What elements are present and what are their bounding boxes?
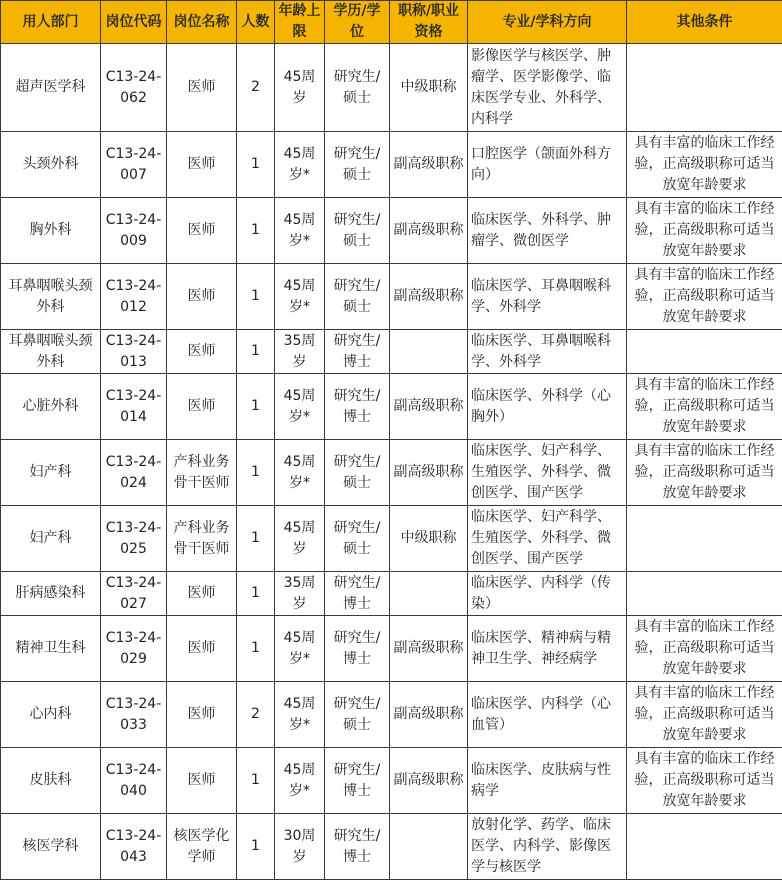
cell-post: 医师 (167, 748, 237, 814)
cell-count: 1 (237, 748, 275, 814)
cell-age: 30周岁 (275, 814, 325, 880)
cell-age: 45周岁* (275, 132, 325, 198)
table-row (1, 330, 782, 374)
cell-dept: 胸外科 (1, 198, 101, 264)
table-row (1, 572, 782, 616)
table-header (1, 1, 782, 44)
cell-code: C13-24-033 (101, 682, 167, 748)
cell-other: 具有丰富的临床工作经验，正高级职称可适当放宽年龄要求 (627, 374, 782, 440)
cell-count: 1 (237, 198, 275, 264)
cell-dept: 核医学科 (1, 814, 101, 880)
cell-title (390, 330, 468, 374)
header-other: 其他条件 (627, 1, 782, 44)
cell-code: C13-24-025 (101, 506, 167, 572)
cell-dept: 妇产科 (1, 440, 101, 506)
cell-post: 医师 (167, 198, 237, 264)
cell-post: 医师 (167, 330, 237, 374)
cell-dept: 超声医学科 (1, 44, 101, 132)
cell-title: 副高级职称 (390, 440, 468, 506)
cell-count: 1 (237, 330, 275, 374)
table-row (1, 616, 782, 682)
cell-age: 45周岁* (275, 748, 325, 814)
cell-code: C13-24-040 (101, 748, 167, 814)
cell-title (390, 572, 468, 616)
cell-count: 1 (237, 132, 275, 198)
cell-major: 临床医学、内科学（传染） (468, 572, 627, 616)
cell-edu: 研究生/硕士 (325, 198, 390, 264)
table-row (1, 814, 782, 880)
cell-age: 45周岁 (275, 44, 325, 132)
cell-title (390, 814, 468, 880)
cell-post: 医师 (167, 374, 237, 440)
cell-edu: 研究生/硕士 (325, 44, 390, 132)
cell-post: 医师 (167, 572, 237, 616)
cell-code: C13-24-062 (101, 44, 167, 132)
cell-edu: 研究生/博士 (325, 330, 390, 374)
cell-title: 副高级职称 (390, 682, 468, 748)
cell-title: 副高级职称 (390, 264, 468, 330)
cell-edu: 研究生/硕士 (325, 506, 390, 572)
cell-edu: 研究生/博士 (325, 572, 390, 616)
cell-other (627, 44, 782, 132)
cell-code: C13-24-029 (101, 616, 167, 682)
cell-count: 1 (237, 572, 275, 616)
cell-dept: 精神卫生科 (1, 616, 101, 682)
cell-major: 口腔医学（颌面外科方向） (468, 132, 627, 198)
cell-major: 临床医学、内科学（心血管） (468, 682, 627, 748)
cell-code: C13-24-043 (101, 814, 167, 880)
header-title: 职称/职业资格 (390, 1, 468, 44)
cell-dept: 心内科 (1, 682, 101, 748)
cell-title: 副高级职称 (390, 132, 468, 198)
cell-code: C13-24-014 (101, 374, 167, 440)
cell-code: C13-24-027 (101, 572, 167, 616)
cell-age: 35周岁 (275, 572, 325, 616)
header-dept: 用人部门 (1, 1, 101, 44)
cell-other: 具有丰富的临床工作经验，正高级职称可适当放宽年龄要求 (627, 616, 782, 682)
cell-post: 医师 (167, 682, 237, 748)
cell-edu: 研究生/博士 (325, 374, 390, 440)
table-row (1, 748, 782, 814)
cell-other: 具有丰富的临床工作经验，正高级职称可适当放宽年龄要求 (627, 198, 782, 264)
cell-post: 产科业务骨干医师 (167, 440, 237, 506)
cell-major: 临床医学、耳鼻咽喉科学、外科学 (468, 264, 627, 330)
cell-age: 45周岁 (275, 506, 325, 572)
cell-post: 医师 (167, 264, 237, 330)
cell-other (627, 814, 782, 880)
cell-major: 影像医学与核医学、肿瘤学、医学影像学、临床医学专业、外科学、内科学 (468, 44, 627, 132)
cell-dept: 妇产科 (1, 506, 101, 572)
cell-edu: 研究生/博士 (325, 748, 390, 814)
cell-count: 1 (237, 616, 275, 682)
cell-code: C13-24-007 (101, 132, 167, 198)
cell-post: 核医学化学师 (167, 814, 237, 880)
cell-major: 临床医学、精神病与精神卫生学、神经病学 (468, 616, 627, 682)
table-body (1, 44, 782, 880)
cell-edu: 研究生/博士 (325, 616, 390, 682)
table-row (1, 374, 782, 440)
cell-code: C13-24-012 (101, 264, 167, 330)
cell-count: 2 (237, 682, 275, 748)
header-row (1, 1, 782, 44)
header-major: 专业/学科方向 (468, 1, 627, 44)
cell-edu: 研究生/硕士 (325, 264, 390, 330)
cell-code: C13-24-024 (101, 440, 167, 506)
cell-dept: 心脏外科 (1, 374, 101, 440)
cell-major: 临床医学、外科学（心胸外） (468, 374, 627, 440)
cell-dept: 头颈外科 (1, 132, 101, 198)
table-row (1, 506, 782, 572)
cell-title: 中级职称 (390, 44, 468, 132)
cell-code: C13-24-013 (101, 330, 167, 374)
cell-major: 放射化学、药学、临床医学、内科学、影像医学与核医学 (468, 814, 627, 880)
cell-count: 1 (237, 440, 275, 506)
cell-title: 副高级职称 (390, 616, 468, 682)
cell-edu: 研究生/硕士 (325, 682, 390, 748)
cell-edu: 研究生/博士 (325, 814, 390, 880)
cell-age: 45周岁* (275, 198, 325, 264)
cell-title: 副高级职称 (390, 198, 468, 264)
table-row (1, 44, 782, 132)
cell-title: 中级职称 (390, 506, 468, 572)
table-row (1, 264, 782, 330)
cell-count: 1 (237, 506, 275, 572)
cell-other: 具有丰富的临床工作经验，正高级职称可适当放宽年龄要求 (627, 748, 782, 814)
cell-count: 1 (237, 814, 275, 880)
cell-dept: 肝病感染科 (1, 572, 101, 616)
cell-post: 医师 (167, 616, 237, 682)
table-row (1, 132, 782, 198)
header-count: 人数 (237, 1, 275, 44)
cell-major: 临床医学、妇产科学、生殖医学、外科学、微创医学、围产医学 (468, 440, 627, 506)
table-row (1, 198, 782, 264)
header-post: 岗位名称 (167, 1, 237, 44)
cell-major: 临床医学、外科学、肿瘤学、微创医学 (468, 198, 627, 264)
cell-major: 临床医学、皮肤病与性病学 (468, 748, 627, 814)
header-edu: 学历/学位 (325, 1, 390, 44)
cell-count: 1 (237, 374, 275, 440)
cell-title: 副高级职称 (390, 748, 468, 814)
cell-age: 35周岁 (275, 330, 325, 374)
cell-dept: 耳鼻咽喉头颈外科 (1, 330, 101, 374)
cell-major: 临床医学、妇产科学、生殖医学、外科学、微创医学、围产医学 (468, 506, 627, 572)
cell-other (627, 506, 782, 572)
cell-title: 副高级职称 (390, 374, 468, 440)
cell-age: 45周岁* (275, 616, 325, 682)
cell-count: 2 (237, 44, 275, 132)
cell-age: 45周岁* (275, 682, 325, 748)
cell-post: 医师 (167, 132, 237, 198)
cell-count: 1 (237, 264, 275, 330)
header-code: 岗位代码 (101, 1, 167, 44)
cell-post: 产科业务骨干医师 (167, 506, 237, 572)
cell-age: 45周岁* (275, 264, 325, 330)
cell-dept: 耳鼻咽喉头颈外科 (1, 264, 101, 330)
cell-edu: 研究生/硕士 (325, 132, 390, 198)
cell-other: 具有丰富的临床工作经验，正高级职称可适当放宽年龄要求 (627, 264, 782, 330)
table-row (1, 440, 782, 506)
header-age: 年龄上限 (275, 1, 325, 44)
cell-other (627, 572, 782, 616)
cell-code: C13-24-009 (101, 198, 167, 264)
cell-age: 45周岁* (275, 374, 325, 440)
cell-age: 45周岁* (275, 440, 325, 506)
cell-other: 具有丰富的临床工作经验，正高级职称可适当放宽年龄要求 (627, 440, 782, 506)
cell-other: 具有丰富的临床工作经验，正高级职称可适当放宽年龄要求 (627, 132, 782, 198)
cell-edu: 研究生/硕士 (325, 440, 390, 506)
cell-post: 医师 (167, 44, 237, 132)
cell-other (627, 330, 782, 374)
table-row (1, 682, 782, 748)
cell-other: 具有丰富的临床工作经验，正高级职称可适当放宽年龄要求 (627, 682, 782, 748)
cell-major: 临床医学、耳鼻咽喉科学、外科学 (468, 330, 627, 374)
cell-dept: 皮肤科 (1, 748, 101, 814)
